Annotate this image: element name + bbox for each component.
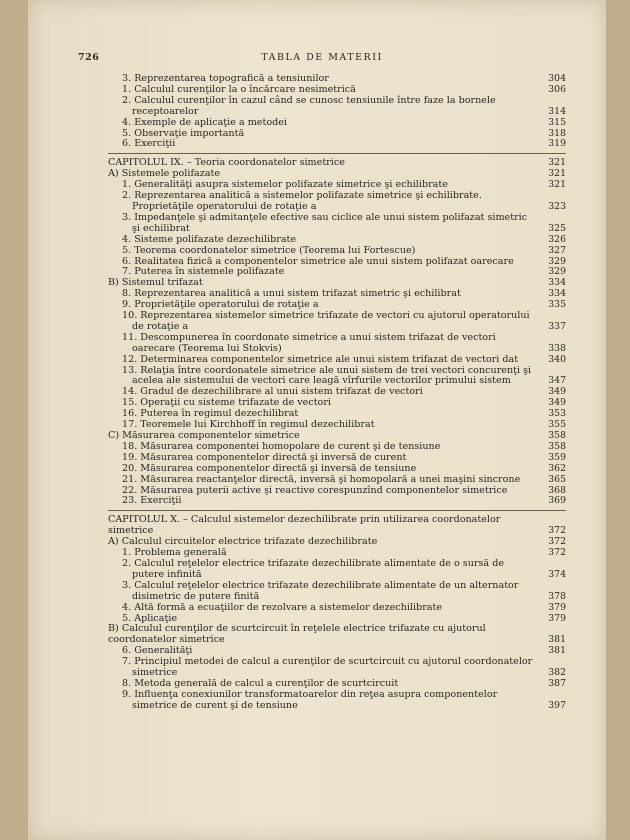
toc-entry-text: 17. Teoremele lui Kirchhoff în regimul dezechilibrat [122, 419, 375, 431]
toc-item [108, 129, 566, 140]
toc-item [108, 246, 566, 257]
toc-page-number: 358 [548, 440, 566, 452]
toc-entry-text: 15. Operaţii cu sisteme trifazate de vectori [122, 397, 331, 409]
toc-page-number: 327 [548, 244, 566, 256]
toc-entry-text: 10. Reprezentarea sistemelor simetrice trifazate de vectori cu ajutorul operatorului de rotaţie a [122, 310, 530, 332]
toc-page-number: 381 [548, 645, 566, 657]
toc-page-number: 368 [548, 484, 566, 496]
toc-page-number: 340 [548, 353, 566, 365]
toc-entry-text: 9. Influenţa conexiunilor transformatoarelor din reţea asupra componentelor simetrice de curent şi de tensiune [122, 688, 498, 711]
toc-page-number: 334 [548, 277, 566, 289]
toc-entry-text: B) Calculul curenţilor de scurtcircuit în reţelele electrice trifazate cu ajutorul coordonatelor simetrice [108, 623, 486, 646]
toc-page-number: 314 [548, 105, 566, 117]
toc-page-number: 355 [548, 419, 566, 431]
toc-page-number: 338 [548, 342, 566, 354]
toc-page-number: 359 [548, 451, 566, 463]
toc-page-number: 318 [548, 127, 566, 139]
toc-page-number: 315 [548, 116, 566, 128]
toc-item [108, 581, 566, 603]
toc-page-number: 372 [548, 536, 566, 548]
toc-page-number: 304 [548, 73, 566, 84]
toc-page-number: 397 [548, 699, 566, 711]
toc-entry-text: 11. Descompunerea în coordonate simetrice a unui sistem trifazat de vectori oarecare (Teorema lui Stokvis) [122, 331, 496, 354]
page-header [78, 52, 566, 66]
toc-page-number: 387 [548, 677, 566, 689]
toc-entry-text: 18. Măsurarea componentei homopolare de curent şi de tensiune [122, 440, 441, 452]
toc-entry-text: B) Sistemul trifazat [108, 277, 203, 289]
page-number: 726 [78, 52, 100, 63]
toc-page-number: 372 [548, 547, 566, 559]
toc-entry-text: CAPITOLUL IX. – Teoria coordonatelor simetrice [108, 157, 345, 169]
toc-entry-text: 7. Puterea în sistemele polifazate [122, 266, 285, 278]
toc-item [108, 235, 566, 246]
toc-page-number: 372 [548, 525, 566, 537]
toc-page-number: 381 [548, 634, 566, 646]
toc-page-number: 334 [548, 288, 566, 300]
toc-item [108, 213, 566, 235]
section-divider [108, 510, 566, 511]
toc-page-number: 353 [548, 408, 566, 420]
table-of-contents [108, 74, 566, 712]
toc-entry-text: 5. Teorema coordonatelor simetrice (Teorema lui Fortescue) [122, 244, 416, 256]
toc-entry-text: A) Calculul circuitelor electrice trifazate dezechilibrate [108, 536, 378, 548]
toc-entry-text: 4. Altă formă a ecuaţiilor de rezolvare a sistemelor dezechilibrate [122, 601, 443, 613]
book-page [28, 0, 606, 840]
toc-page-number: 321 [548, 157, 566, 169]
toc-entry-text: 8. Metoda generală de calcul a curenţilor de scurtcircuit [122, 677, 399, 689]
toc-section [108, 624, 566, 646]
toc-entry-text: 3. Impedanţele şi admitanţele efective sau ciclice ale unui sistem polifazat simetric şi echilibrat [122, 211, 528, 234]
toc-entry-text: 12. Determinarea componentelor simetrice ale unui sistem trifazat de vectori dat [122, 353, 519, 365]
toc-entry-text: 20. Măsurarea componentelor directă şi inversă de tensiune [122, 462, 417, 474]
toc-page-number: 337 [548, 320, 566, 332]
section-divider [108, 153, 566, 154]
toc-item [108, 311, 566, 333]
toc-entry-text: 1. Calculul curenţilor la o încărcare nesimetrică [122, 83, 356, 95]
toc-item [108, 690, 566, 712]
toc-entry-text: 23. Exerciţii [122, 495, 182, 507]
toc-page-number: 319 [548, 138, 566, 150]
toc-page-number: 329 [548, 255, 566, 267]
toc-entry-text: 8. Reprezentarea analitică a unui sistem trifazat simetric şi echilibrat [122, 288, 461, 300]
toc-entry-text: 6. Generalităţi [122, 645, 193, 657]
toc-entry-text: 2. Calculul curenţilor în cazul când se cunosc tensiunile între faze la bornele receptoarelor [122, 94, 496, 117]
toc-page-number: 325 [548, 222, 566, 234]
toc-item [108, 496, 566, 507]
toc-item [108, 96, 566, 118]
toc-entry-text: 2. Calculul reţelelor electrice trifazate dezechilibrate alimentate de o sursă de putere infinită [122, 557, 505, 580]
toc-entry-text: 5. Observaţie importantă [122, 127, 245, 139]
toc-page-number: 349 [548, 397, 566, 409]
toc-entry-text: 6. Exerciţii [122, 138, 176, 150]
toc-entry-text: 3. Calculul reţelelor electrice trifazate dezechilibrate alimentate de un alternator disimetric de putere finită [122, 579, 519, 602]
toc-page-number: 369 [548, 495, 566, 507]
toc-entry-text: 4. Sisteme polifazate dezechilibrate [122, 233, 297, 245]
toc-page-number: 321 [548, 168, 566, 180]
toc-page-number: 379 [548, 601, 566, 613]
toc-page-number: 321 [548, 179, 566, 191]
toc-entry-text: 1. Problema generală [122, 547, 227, 559]
toc-page-number: 379 [548, 612, 566, 624]
toc-page-number: 349 [548, 386, 566, 398]
toc-item [108, 559, 566, 581]
toc-item [108, 333, 566, 355]
toc-page-number: 329 [548, 266, 566, 278]
toc-entry-text: 9. Proprietăţile operatorului de rotaţie a [122, 299, 319, 311]
toc-entry-text: 5. Aplicaţie [122, 612, 178, 624]
toc-page-number: 306 [548, 83, 566, 95]
toc-entry-text: 1. Generalităţi asupra sistemelor polifazate simetrice şi echilibrate [122, 179, 448, 191]
toc-entry-text: 14. Gradul de dezechilibrare al unui sistem trifazat de vectori [122, 386, 423, 398]
toc-entry-text: 6. Realitatea fizică a componentelor simetrice ale unui sistem polifazat oarecare [122, 255, 514, 267]
toc-entry-text: 7. Principiul metodei de calcul a curenţilor de scurtcircuit cu ajutorul coordonatelor simetrice [122, 656, 533, 679]
toc-entry-text: 16. Puterea în regimul dezechilibrat [122, 408, 299, 420]
toc-item [108, 355, 566, 366]
toc-page-number: 335 [548, 299, 566, 311]
toc-page-number: 358 [548, 430, 566, 441]
toc-entry-text: 2. Reprezentarea analitică a sistemelor polifazate simetrice şi echilibrate. Proprietăţile operatorului de rotaţie a [122, 190, 482, 212]
toc-entry-text: C) Măsurarea componentelor simetrice [108, 430, 300, 441]
toc-entry-text: 3. Reprezentarea topografică a tensiunilor [122, 73, 329, 84]
toc-page-number: 362 [548, 462, 566, 474]
toc-item [108, 603, 566, 614]
toc-item [108, 464, 566, 475]
toc-item [108, 657, 566, 679]
toc-entry-text: 22. Măsurarea puterii active şi reactive corespunzînd componentelor simetrice [122, 484, 508, 496]
toc-page-number: 326 [548, 233, 566, 245]
toc-entry-text: A) Sistemele polifazate [108, 168, 221, 180]
toc-chapter [108, 515, 566, 537]
toc-item [108, 139, 566, 150]
toc-page-number: 347 [548, 375, 566, 387]
toc-entry-text: 19. Măsurarea componentelor directă şi inversă de curent [122, 451, 407, 463]
toc-entry-text: 21. Măsurarea reactanţelor directă, inversă şi homopolară a unei maşini sincrone [122, 473, 521, 485]
toc-item [108, 118, 566, 129]
toc-page-number: 382 [548, 667, 566, 679]
toc-entry-text: CAPITOLUL X. – Calculul sistemelor dezechilibrate prin utilizarea coordonatelor simetrice [108, 514, 501, 537]
toc-page-number: 378 [548, 590, 566, 602]
page-title: TABLA DE MATERII [261, 52, 383, 63]
toc-page-number: 323 [548, 200, 566, 212]
toc-item [108, 475, 566, 486]
toc-entry-text: 13. Relaţia între coordonatele simetrice ale unui sistem de trei vectori concurenţi şi acelea ale sistemului de vectori care leagă vîrfurile vectorilor primului sistem [122, 364, 532, 387]
toc-page-number: 374 [548, 568, 566, 580]
toc-entry-text: 4. Exemple de aplicaţie a metodei [122, 116, 288, 128]
toc-item [108, 191, 566, 213]
toc-page-number: 365 [548, 473, 566, 485]
toc-item [108, 366, 566, 388]
